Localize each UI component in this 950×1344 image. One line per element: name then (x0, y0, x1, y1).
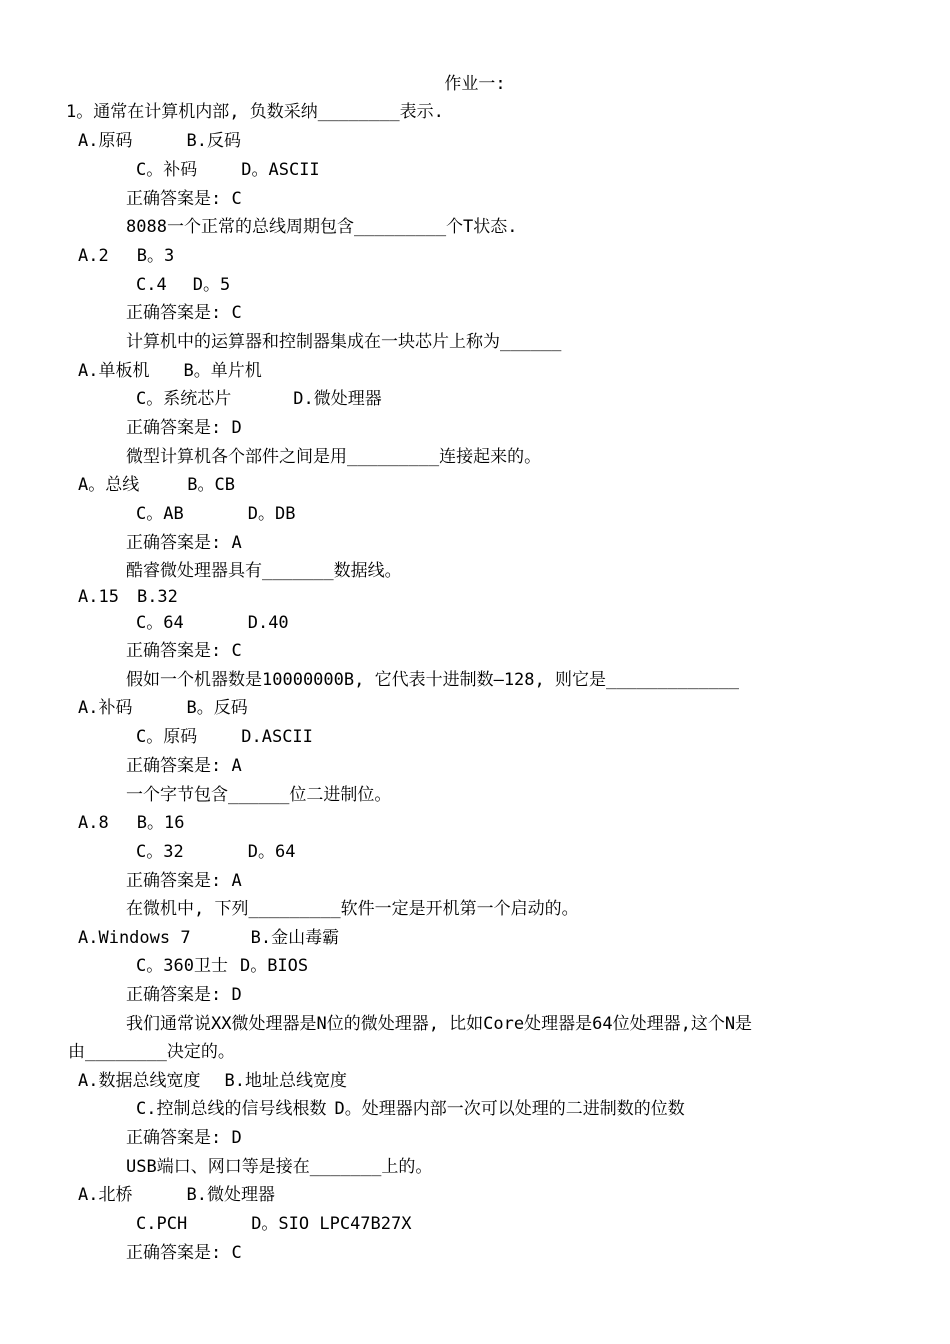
question-1-answer: 正确答案是: C (126, 189, 242, 209)
question-1-options-ab (78, 131, 241, 151)
question-3-stem: 计算机中的运算器和控制器集成在一块芯片上称为______ (126, 332, 562, 352)
question-5-answer: 正确答案是: C (126, 641, 242, 661)
option-b: B.地址总线宽度 (224, 1071, 347, 1091)
option-a: A.原码 (78, 131, 133, 151)
question-9-answer: 正确答案是: D (126, 1128, 242, 1148)
option-b: B.金山毒霸 (250, 928, 340, 948)
option-a: A.15 (78, 587, 119, 607)
question-9-options-ab (78, 1071, 347, 1091)
question-6-options-ab (78, 698, 248, 718)
question-9-stem-continued: 由________决定的。 (68, 1042, 235, 1062)
question-8-stem: 在微机中, 下列_________软件一定是开机第一个启动的。 (126, 899, 579, 919)
option-c: C。原码 (136, 727, 198, 747)
option-b: B。反码 (186, 698, 248, 718)
question-2-answer: 正确答案是: C (126, 303, 242, 323)
option-c: C.4 (136, 275, 167, 295)
option-a: A.数据总线宽度 (78, 1071, 201, 1091)
question-6-answer: 正确答案是: A (126, 756, 242, 776)
option-b: B.微处理器 (186, 1185, 275, 1205)
option-d: D。SIO LPC47B27X (251, 1214, 412, 1234)
question-4-options-ab (78, 475, 235, 495)
option-a: A.北桥 (78, 1185, 133, 1205)
question-10-answer: 正确答案是: C (126, 1243, 242, 1263)
option-c: C。AB (136, 504, 184, 524)
question-3-options-cd (136, 389, 382, 409)
option-c: C.控制总线的信号线根数 (136, 1099, 327, 1119)
option-d: D。BIOS (239, 956, 309, 976)
option-d: D.40 (247, 613, 289, 633)
option-b: B.反码 (186, 131, 241, 151)
option-c: C.PCH (136, 1214, 188, 1234)
option-d: D.微处理器 (293, 389, 382, 409)
question-9-stem: 我们通常说XX微处理器是N位的微处理器, 比如Core处理器是64位处理器,这个N是 (126, 1014, 753, 1034)
question-2-options-ab (78, 246, 174, 266)
option-b: B.32 (136, 587, 178, 607)
question-8-options-ab (78, 928, 339, 948)
question-7-stem: 一个字节包含______位二进制位。 (126, 785, 392, 805)
question-7-options-ab (78, 813, 184, 833)
option-c: C。360卫士 (136, 956, 228, 976)
question-5-options-cd (136, 613, 289, 633)
question-1-stem: 1。通常在计算机内部, 负数采纳________表示. (66, 102, 444, 122)
option-a: A。总线 (78, 475, 140, 495)
option-d: D。DB (247, 504, 296, 524)
option-d: D.ASCII (241, 727, 313, 747)
question-3-answer: 正确答案是: D (126, 418, 242, 438)
question-8-answer: 正确答案是: D (126, 985, 242, 1005)
option-d: D。64 (247, 842, 296, 862)
question-7-options-cd (136, 842, 295, 862)
option-a: A.8 (78, 813, 109, 833)
option-c: C。64 (136, 613, 184, 633)
question-5-options-ab (78, 587, 178, 607)
option-d: D。处理器内部一次可以处理的二进制数的位数 (334, 1099, 685, 1119)
option-c: C。补码 (136, 160, 198, 180)
option-d: D。5 (192, 275, 231, 295)
question-3-options-ab (78, 361, 262, 381)
question-10-options-cd (136, 1214, 411, 1234)
question-6-options-cd (136, 727, 313, 747)
option-b: B。16 (136, 813, 185, 833)
option-a: A.单板机 (78, 361, 150, 381)
option-c: C。32 (136, 842, 184, 862)
question-2-options-cd (136, 275, 230, 295)
question-7-answer: 正确答案是: A (126, 871, 242, 891)
question-10-stem: USB端口、网口等是接在_______上的。 (126, 1157, 433, 1177)
option-c: C。系统芯片 (136, 389, 232, 409)
option-a: A.2 (78, 246, 109, 266)
question-4-answer: 正确答案是: A (126, 533, 242, 553)
option-a: A.补码 (78, 698, 133, 718)
option-a: A.Windows 7 (78, 928, 191, 948)
question-6-stem: 假如一个机器数是10000000B, 它代表十进制数—128, 则它是_____________ (126, 670, 740, 690)
option-d: D。ASCII (241, 160, 320, 180)
question-4-stem: 微型计算机各个部件之间是用_________连接起来的。 (126, 447, 542, 467)
option-b: B。CB (187, 475, 235, 495)
question-1-options-cd (136, 160, 320, 180)
question-10-options-ab (78, 1185, 275, 1205)
option-b: B。3 (136, 246, 175, 266)
question-4-options-cd (136, 504, 295, 524)
question-8-options-cd (136, 956, 308, 976)
option-b: B。单片机 (183, 361, 262, 381)
question-2-stem: 8088一个正常的总线周期包含_________个T状态. (126, 217, 518, 237)
document-title: 作业一: (444, 74, 506, 94)
question-5-stem: 酷睿微处理器具有_______数据线。 (126, 561, 402, 581)
question-9-options-cd (136, 1099, 685, 1119)
